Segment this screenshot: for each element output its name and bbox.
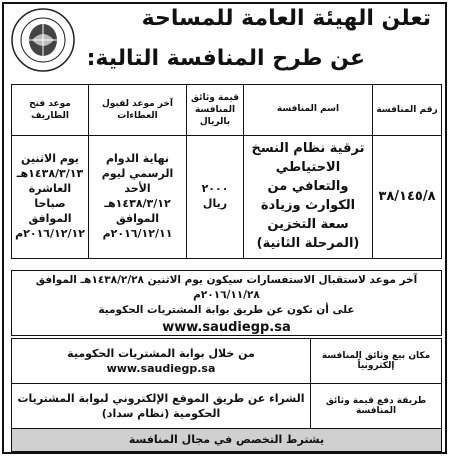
header-envelope-opening: موعد فتح الظاريف: [12, 85, 89, 136]
specialization-requirement: يشترط التخصص في مجال المنافسة: [11, 428, 442, 452]
portal-link[interactable]: www.saudiegp.sa: [162, 319, 291, 335]
sale-place-link[interactable]: www.saudiegp.sa: [106, 362, 216, 375]
sale-place-value: [12, 339, 311, 384]
table-row: [12, 136, 442, 259]
last-submission-date: نهاية الدوام الرسمي ليوم الأحد ١٤٣٨/٣/١٢هـ الموافق ٢٠١٦/١٢/١١م: [89, 136, 187, 259]
inquiry-notice: [11, 270, 442, 336]
envelope-opening-date: يوم الاثنين ١٤٣٨/٣/١٣هـ العاشرة صباحا الموافق ٢٠١٦/١٢/١٢م: [12, 136, 89, 259]
tender-table-header-row: [12, 85, 442, 136]
sale-place-text: من خلال بوابة المشتريات الحكومية: [67, 346, 255, 360]
header: [4, 4, 445, 82]
tender-table: [11, 84, 442, 259]
tender-name: ترقية نظام النسخ الاحتياطي والتعافي من الكوارث وزيادة سعة التخزين (المرحلة الثانية): [244, 136, 373, 259]
sale-place-label: مكان بيع وثائق المنافسة إلكترونياً: [311, 339, 442, 384]
inquiry-deadline-text: آخر موعد لاستقبال الاستفسارات سيكون يوم الاثنين ١٤٣٨/٢/٢٨هـ الموافق ٢٠١٦/١١/٢٨م: [35, 274, 418, 302]
announcement-title: تعلن الهيئة العامة للمساحة: [141, 6, 431, 31]
authority-logo-icon: [10, 6, 76, 74]
tender-number: ٣٨/١٤٥/٨: [373, 136, 442, 259]
header-tender-number: رقم المنافسة: [373, 85, 442, 136]
table-row: [12, 339, 442, 384]
header-document-price: قيمة وثائق المنافسة بالريال: [187, 85, 244, 136]
header-tender-name: اسم المنافسة: [244, 85, 373, 136]
payment-method-value: الشراء عن طريق الموقع الإلكتروني لبوابة المشتريات الحكومية (نظام سداد): [12, 384, 311, 429]
table-row: [12, 384, 442, 429]
inquiry-channel-text: على أن تكون عن طريق بوابة المشتريات الحكومية: [98, 304, 355, 317]
announcement-frame: [2, 2, 447, 454]
document-price: ٢٠٠٠ ريال: [187, 136, 244, 259]
payment-method-label: طريقة دفع قيمة وثائق المنافسة: [311, 384, 442, 429]
header-last-submission: آخر موعد لقبول العطاءات: [89, 85, 187, 136]
documents-info-table: [11, 338, 442, 429]
announcement-subtitle: عن طرح المنافسة التالية:: [86, 46, 365, 71]
